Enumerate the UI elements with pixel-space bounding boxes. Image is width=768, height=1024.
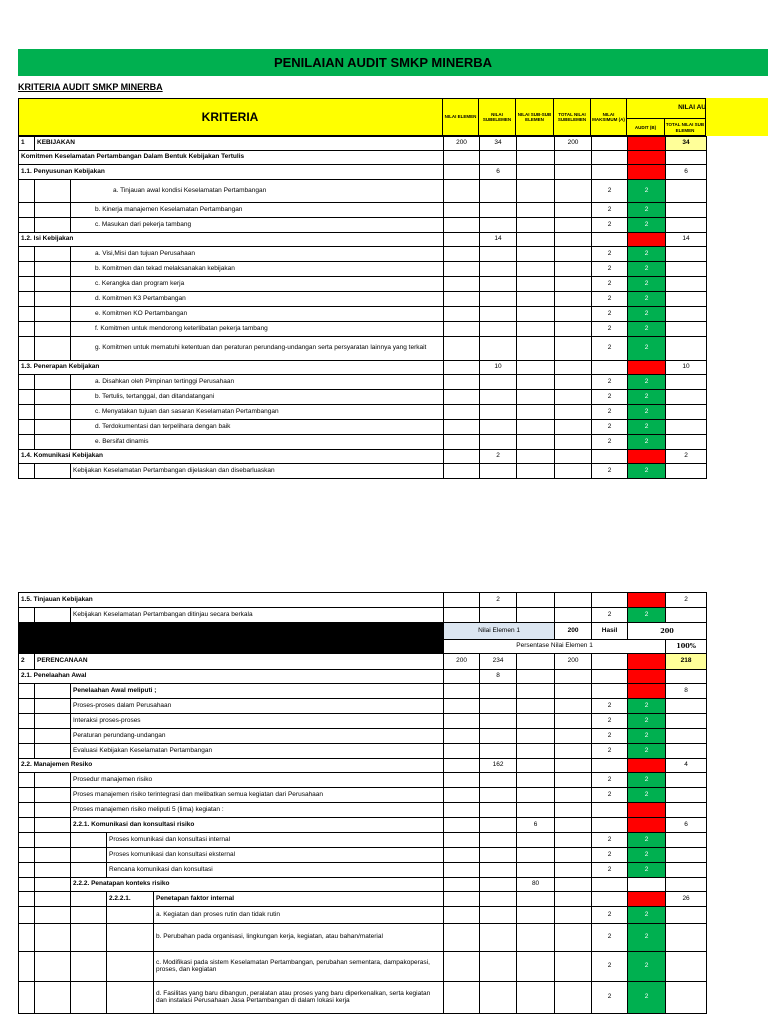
summary-row: Nilai Elemen 1 200 Hasil 200 xyxy=(19,623,707,640)
table-row: 2.2.2. Penatapan konteks risiko 80 xyxy=(19,878,707,892)
table-row: d. Terdokumentasi dan terpelihara dengan baik 2 2 xyxy=(19,420,707,435)
table-row: b. Komitmen dan tekad melaksanakan kebijakan 2 2 xyxy=(19,262,707,277)
header-total-nilai: TOTAL NILAI SUBELEMEN xyxy=(554,98,591,136)
criteria-table-1 xyxy=(18,136,707,479)
table-row: a. Tinjauan awal kondisi Keselamatan Pertambangan 2 2 xyxy=(19,180,707,203)
table-row: Proses komunikasi dan konsultasi eksternal 2 2 xyxy=(19,848,707,863)
table-row: c. Modifikasi pada sistem Keselamatan Pertambangan, perubahan sementara, dampakoperasi, proses, dan kegiatan 2 2 xyxy=(19,952,707,982)
header-nilai-subelemen: NILAI SUBELEMEN xyxy=(479,98,516,136)
table-row: 1.2. Isi Kebijakan 14 14 xyxy=(19,233,707,247)
table-row: b. Kinerja manajemen Keselamatan Pertambangan 2 2 xyxy=(19,203,707,218)
table-row: e. Bersifat dinamis 2 2 xyxy=(19,435,707,450)
table-row: Penelaahan Awal meliputi ; 8 xyxy=(19,684,707,699)
table-row: Kebijakan Keselamatan Pertambangan dijelaskan dan disebarluaskan 2 2 xyxy=(19,464,707,479)
table-row: c. Kerangka dan program kerja 2 2 xyxy=(19,277,707,292)
page-title: PENILAIAN AUDIT SMKP MINERBA xyxy=(273,55,493,70)
table-row: 2.2.2.1. Penetapan faktor internal 26 xyxy=(19,892,707,907)
summary-row: Persentase Nilai Elemen 1 100% xyxy=(19,640,707,654)
table-row: Proses manajemen risiko meliputi 5 (lima) kegiatan : xyxy=(19,803,707,818)
table-row: 1.5. Tinjauan Kebijakan 2 2 xyxy=(19,593,707,608)
table-row: d. Fasilitas yang baru dibangun, peralatan atau proses yang baru diperkenalkan, serta kegiatan dan instalasi Perusahaan Jasa Pertambangan di dalam lokasi kerja 2 2 xyxy=(19,982,707,1014)
header-kriteria: KRITERIA xyxy=(18,98,443,136)
header-audit-b: AUDIT (B) xyxy=(627,118,665,136)
header-nilai-sub-sub: NILAI SUB-SUB ELEMEN xyxy=(516,98,554,136)
sheet-subtitle: KRITERIA AUDIT SMKP MINERBA xyxy=(18,82,163,92)
table-row: 2.2.1. Komunikasi dan konsultasi risiko 6 6 xyxy=(19,818,707,833)
table-row: a. Visi,Misi dan tujuan Perusahaan 2 2 xyxy=(19,247,707,262)
table-row: Proses-proses dalam Perusahaan 2 2 xyxy=(19,699,707,714)
header-nilai-elemen: NILAI ELEMEN xyxy=(443,98,479,136)
table-row: Interaksi proses-proses 2 2 xyxy=(19,714,707,729)
table-row: Proses komunikasi dan konsultasi internal 2 2 xyxy=(19,833,707,848)
table-row: Prosedur manajemen risiko 2 2 xyxy=(19,773,707,788)
table-row: Komitmen Keselamatan Pertambangan Dalam Bentuk Kebijakan Tertulis xyxy=(19,151,707,165)
table-row: Proses manajemen risiko terintegrasi dan melibatkan semua kegiatan dari Perusahaan 2 2 xyxy=(19,788,707,803)
table-row: Peraturan perundang-undangan 2 2 xyxy=(19,729,707,744)
table-row: f. Komitmen untuk mendorong keterlibatan pekerja tambang 2 2 xyxy=(19,322,707,337)
table-row: Kebijakan Keselamatan Pertambangan ditinjau secara berkala 2 2 xyxy=(19,608,707,623)
table-row: e. Komitmen KO Pertambangan 2 2 xyxy=(19,307,707,322)
table-row: a. Kegiatan dan proses rutin dan tidak rutin 2 2 xyxy=(19,907,707,924)
table-row: 1.4. Komunikasi Kebijakan 2 2 xyxy=(19,450,707,464)
table-row: a. Disahkan oleh Pimpinan tertinggi Perusahaan 2 2 xyxy=(19,375,707,390)
table-row: c. Menyatakan tujuan dan sasaran Keselamatan Pertambangan 2 2 xyxy=(19,405,707,420)
table-row: 2.1. Penelaahan Awal 8 xyxy=(19,670,707,684)
table-row: c. Masukan dari pekerja tambang 2 2 xyxy=(19,218,707,233)
header-nilai-audit: NILAI AU xyxy=(678,104,706,112)
header-nilai-maks: NILAI MAKSIMUM (A) xyxy=(591,98,627,136)
table-row: 2 PERENCANAAN 200 234 200 218 xyxy=(19,654,707,670)
table-row: d. Komitmen K3 Pertambangan 2 2 xyxy=(19,292,707,307)
table-row: g. Komitmen untuk mematuhi ketentuan dan peraturan perundang-undangan serta persyaratan lainnya yang terkait 2 2 xyxy=(19,337,707,361)
header-total-nilai-sub: TOTAL NILAI SUB ELEMEN xyxy=(665,118,706,136)
table-row: 1.1. Penyusunan Kebijakan 6 6 xyxy=(19,165,707,180)
page-title-banner xyxy=(18,49,768,76)
table-row: 2.2. Manajemen Resiko 162 4 xyxy=(19,759,707,773)
table-row: Evaluasi Kebijakan Keselamatan Pertambangan 2 2 xyxy=(19,744,707,759)
table-row: 1 KEBIJAKAN 200 34 200 34 xyxy=(19,137,707,151)
criteria-table-2 xyxy=(18,592,707,1014)
table-header xyxy=(18,98,768,136)
table-row: b. Tertulis, tertanggal, dan ditandatangani 2 2 xyxy=(19,390,707,405)
table-row: Rencana komunikasi dan konsultasi 2 2 xyxy=(19,863,707,878)
table-row: 1.3. Penerapan Kebijakan 10 10 xyxy=(19,361,707,375)
table-row: b. Perubahan pada organisasi, lingkungan kerja, kegiatan, atau bahan/material 2 2 xyxy=(19,924,707,952)
